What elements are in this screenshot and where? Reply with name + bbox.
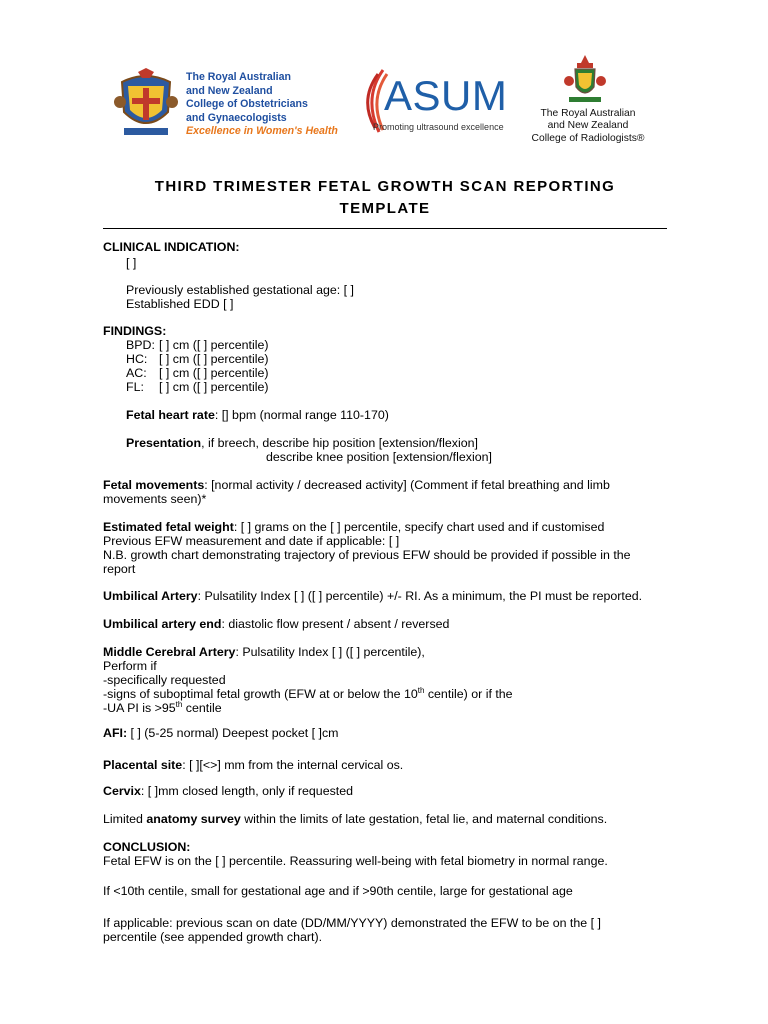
established-edd-field: Established EDD [ ] [126,297,234,311]
asum-name: ASUM [384,72,508,119]
presentation-knee-text: describe knee position [extension/flexion] [266,450,492,464]
mca-text: : Pulsatility Index [ ] ([ ] percentile), [235,645,425,659]
gestational-age-field: Previously established gestational age: [ ] [126,283,354,297]
mca-suboptimal-growth [103,687,513,701]
clinical-indication-heading: CLINICAL INDICATION: [103,240,240,254]
presentation-field [126,436,478,450]
afi-field [103,726,339,740]
conclusion-previous-scan-2: percentile (see appended growth chart). [103,930,323,944]
mca-line-text: centile [182,701,222,715]
biometry-row-fl [126,380,269,394]
mca-field [103,645,425,659]
anatomy-survey-label: anatomy survey [146,812,241,826]
umbilical-artery-end-text: : diastolic flow present / absent / reversed [221,617,450,631]
placental-site-field [103,758,403,772]
presentation-label: Presentation [126,436,202,450]
afi-label: AFI: [103,726,128,740]
biometry-row-bpd [126,338,269,352]
fetal-movements-text: : [normal activity / decreased activity] (Comment if fetal breathing and limb [204,478,610,492]
conclusion-previous-scan: If applicable: previous scan on date (DD/MM/YYYY) demonstrated the EFW to be on the [ ] [103,916,601,930]
fetal-movements-label: Fetal movements [103,478,205,492]
conclusion-heading: CONCLUSION: [103,840,191,854]
umbilical-artery-label: Umbilical Artery [103,589,198,603]
ranzcog-name [186,71,338,139]
mca-line-text: -UA PI is >95 [103,701,176,715]
placental-site-label: Placental site [103,758,183,772]
document-title [103,176,667,220]
umbilical-artery-end-field [103,617,449,631]
biometry-label: BPD: [126,338,155,352]
anatomy-post: within the limits of late gestation, fetal lie, and maternal conditions. [240,812,608,826]
umbilical-artery-end-label: Umbilical artery end [103,617,222,631]
biometry-row-ac [126,366,269,380]
ranzcog-crest-logo [114,68,178,145]
cervix-field [103,784,353,798]
superscript: th [417,686,425,695]
anatomy-survey-field [103,812,607,826]
efw-note-2: report [103,562,136,576]
cervix-label: Cervix [103,784,141,798]
ranzcog-line: College of Obstetricians [186,98,308,111]
mca-perform-if: Perform if [103,659,157,673]
anatomy-pre: Limited [103,812,147,826]
clinical-indication-placeholder: [ ] [126,256,137,270]
biometry-value: [ ] cm ([ ] percentile) [159,366,269,380]
efw-label: Estimated fetal weight [103,520,234,534]
placental-site-text: : [ ][<>] mm from the internal cervical os. [182,758,404,772]
conclusion-efw: Fetal EFW is on the [ ] percentile. Reassuring well-being with fetal biometry in normal range. [103,854,608,868]
mca-line-text: -signs of suboptimal fetal growth (EFW at or below the 10 [103,687,418,701]
ranzcr-line: The Royal Australian [540,108,636,119]
efw-field [103,520,604,534]
efw-note: N.B. growth chart demonstrating trajectory of previous EFW should be provided if possible in the [103,548,631,562]
mca-label: Middle Cerebral Artery [103,645,236,659]
ranzcog-line: and New Zealand [186,84,273,97]
fetal-movements-text-2: movements seen)* [103,492,207,506]
fetal-movements-field [103,478,610,492]
biometry-row-hc [126,352,269,366]
presentation-text: , if breech, describe hip position [extension/flexion] [201,436,478,450]
asum-tagline: Promoting ultrasound excellence [373,122,504,132]
efw-previous: Previous EFW measurement and date if applicable: [ ] [103,534,400,548]
cervix-text: : [ ]mm closed length, only if requested [140,784,354,798]
title-divider [103,228,667,229]
conclusion-centile: If <10th centile, small for gestational age and if >90th centile, large for gestational age [103,884,573,898]
ranzcr-crest-logo [563,55,607,112]
mca-specifically-requested: -specifically requested [103,673,226,687]
ranzcr-name [528,108,648,145]
ranzcr-line: College of Radiologists® [531,132,645,144]
umbilical-artery-text: : Pulsatility Index [ ] ([ ] percentile) +/- RI. As a minimum, the PI must be reported. [197,589,643,603]
biometry-value: [ ] cm ([ ] percentile) [159,338,269,352]
findings-heading: FINDINGS: [103,324,167,338]
biometry-label: FL: [126,380,144,394]
biometry-value: [ ] cm ([ ] percentile) [159,380,269,394]
afi-text: [ ] (5-25 normal) Deepest pocket [ ]cm [127,726,339,740]
title-line-2: TEMPLATE [339,200,431,217]
biometry-label: HC: [126,352,148,366]
biometry-label: AC: [126,366,147,380]
mca-line-text: centile) or if the [424,687,513,701]
ranzcr-line: and New Zealand [547,120,629,132]
umbilical-artery-field [103,589,642,603]
biometry-value: [ ] cm ([ ] percentile) [159,352,269,366]
mca-ua-pi [103,701,222,715]
title-line-1: THIRD TRIMESTER FETAL GROWTH SCAN REPORTING [154,178,616,195]
ranzcog-line: The Royal Australian [186,71,291,83]
superscript: th [175,700,183,709]
fetal-heart-rate-field [126,408,389,422]
fetal-heart-rate-text: : [] bpm (normal range 110-170) [214,408,389,422]
ranzcog-tagline: Excellence in Women's Health [186,125,338,138]
fetal-heart-rate-label: Fetal heart rate [126,408,215,422]
ranzcog-line: and Gynaecologists [186,111,287,124]
efw-text: : [ ] grams on the [ ] percentile, specify chart used and if customised [233,520,605,534]
